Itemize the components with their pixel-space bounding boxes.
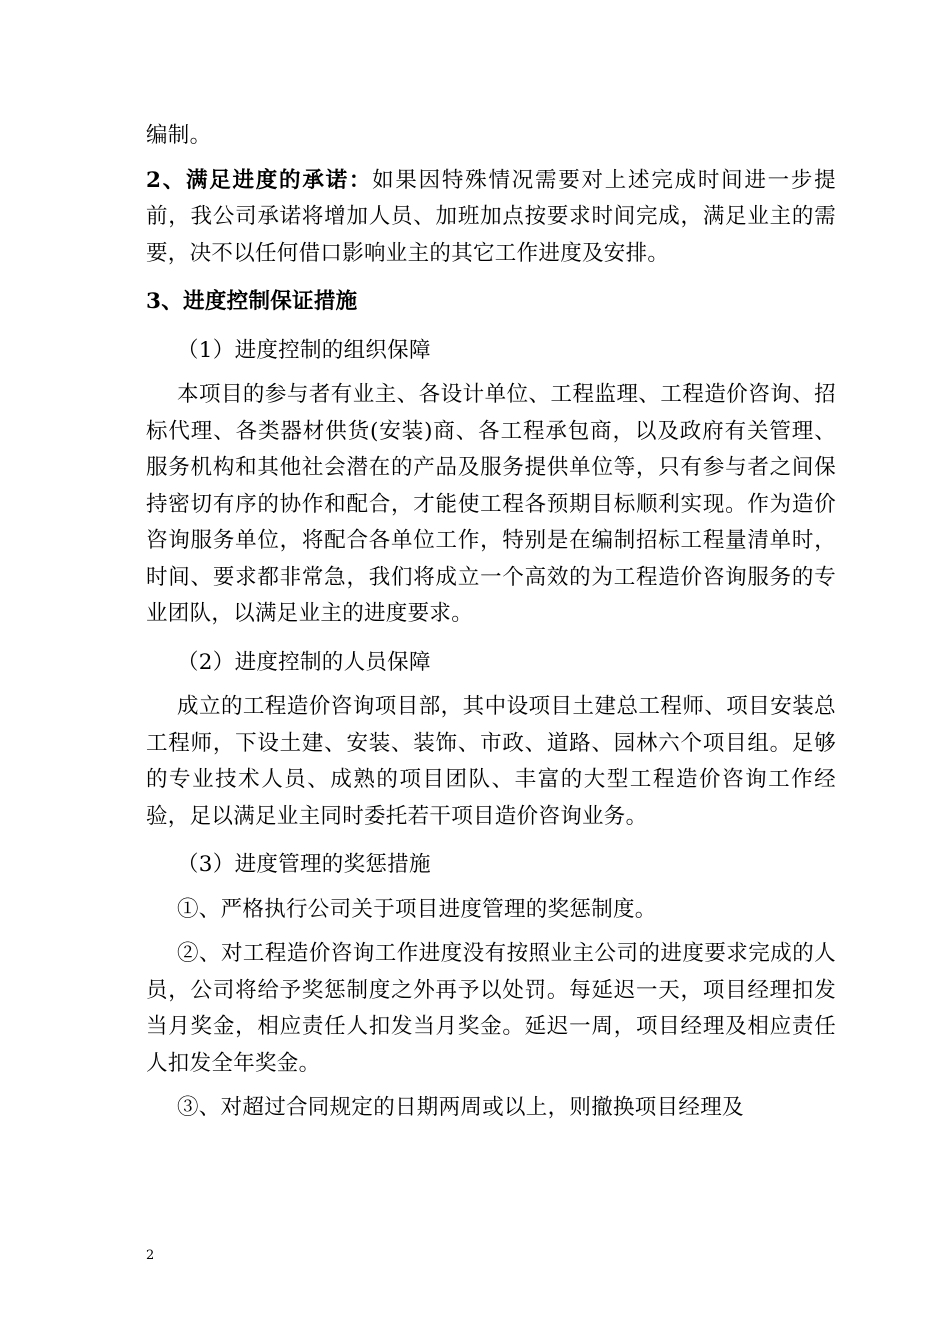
subheading-incentives: （3）进度管理的奖惩措施	[177, 852, 431, 877]
list-item-3: ③、对超过合同规定的日期两周或以上，则撤换项目经理及	[177, 1095, 744, 1120]
section-heading-measures: 3、进度控制保证措施	[146, 289, 358, 314]
subheading-organization: （1）进度控制的组织保障	[177, 337, 431, 363]
page-number: 2	[146, 1248, 155, 1263]
list-item-1: ①、严格执行公司关于项目进度管理的奖惩制度。	[177, 896, 657, 922]
document-body	[146, 118, 836, 1127]
subheading-personnel: （2）进度控制的人员保障	[177, 649, 431, 675]
paragraph-organization: 本项目的参与者有业主、各设计单位、工程监理、工程造价咨询、招标代理、各类器材供货(安装)商、各工程承包商，以及政府有关管理、服务机构和其他社会潜在的产品及服务提供单位等，只有参与者之间保持密切有序的协作和配合，才能使工程各预期目标顺利实现。作为造价咨询服务单位，将配合各单位工作，特别是在编制招标工程量清单时，时间、要求都非常急，我们将成立一个高效的为工程造价咨询服务的专业团队，以满足业主的进度要求。	[146, 382, 836, 626]
paragraph-personnel: 成立的工程造价咨询项目部，其中设项目土建总工程师、项目安装总工程师，下设土建、安装、装饰、市政、道路、园林六个项目组。足够的专业技术人员、成熟的项目团队、丰富的大型工程造价咨询工作经验，足以满足业主同时委托若干项目造价咨询业务。	[146, 694, 836, 829]
list-item-2: ②、对工程造价咨询工作进度没有按照业主公司的进度要求完成的人员，公司将给予奖惩制度之外再予以处罚。每延迟一天，项目经理扣发当月奖金，相应责任人扣发当月奖金。延迟一周，项目经理及相应责任人扣发全年奖金。	[146, 941, 836, 1076]
section-heading-commitment: 2、满足进度的承诺：	[146, 167, 373, 193]
paragraph-continuation: 编制。	[146, 123, 212, 148]
commitment-text: 如果因特殊情况需要对上述完成时间进一步提前，我公司承诺将增加人员、加班加点按要求时间完成，满足业主的需要，决不以任何借口影响业主的其它工作进度及安排。	[146, 167, 836, 266]
paragraph-commitment	[146, 163, 836, 273]
